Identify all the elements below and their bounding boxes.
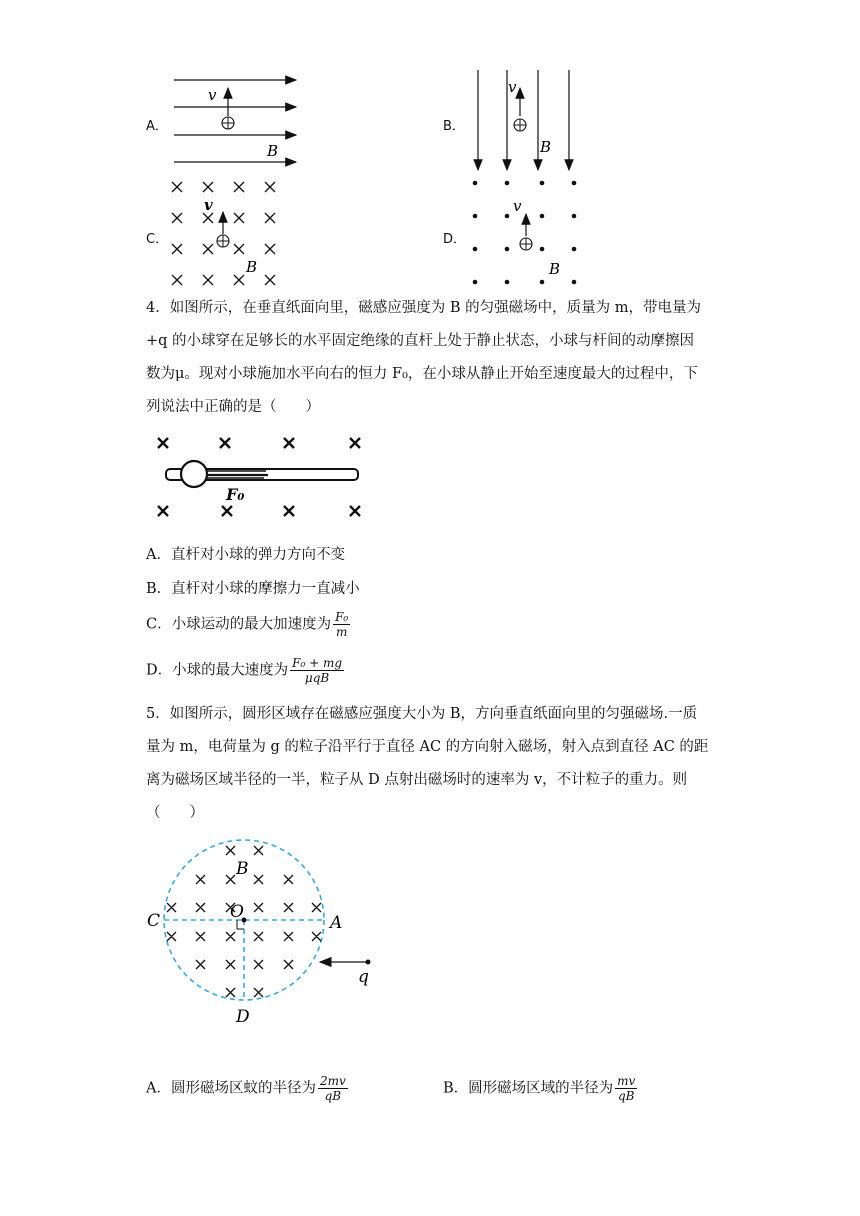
svg-text:B: B (540, 138, 552, 156)
q4-option-d-fraction: $\frac{\text{F₀ + mg}}{\text{μqB}}$ (292, 656, 343, 685)
q5-option-b-fraction: $\frac{mv}{qB}$ (617, 1074, 636, 1103)
q3-a-b-label: B (267, 142, 279, 160)
q5-option-a: A．圆形磁场区蚊的半径为 $\frac{2mv}{qB}$ (146, 1074, 346, 1103)
q4-option-d: D．小球的最大速度为 $\frac{\text{F₀ + mg}}{\text{μqB}}$ (146, 656, 343, 685)
q5-figure-circle (144, 836, 384, 1032)
svg-text:v: v (204, 196, 213, 214)
q3-option-a-label: A． (146, 119, 168, 134)
svg-text:B: B (246, 258, 258, 276)
q5-label-q: q (358, 967, 369, 987)
q3-figure-b (468, 68, 583, 175)
q3-figure-c (166, 178, 284, 290)
q4-figure-rod (146, 430, 376, 530)
q4-option-c-fraction: $\frac{\text{F₀}}{m}$ (335, 610, 349, 639)
q4-force-label: F₀ (226, 485, 245, 504)
q5-stem-line-3: 离为磁场区域半径的一半，粒子从 D 点射出磁场时的速率为 v，不计粒子的重力。则 (146, 772, 688, 788)
q3-figure-a (168, 68, 303, 172)
q5-label-a: A (330, 913, 343, 933)
q5-stem-line-2: 量为 m，电荷量为 g 的粒子沿平行于直径 AC 的方向射入磁场，射入点到直径 AC 的距 (146, 739, 709, 755)
q5-stem-line-1: 5．如图所示，圆形区域存在磁感应强度大小为 B，方向垂直纸面向里的匀强磁场.一质 (146, 706, 698, 722)
q3-figure-d (464, 176, 584, 292)
q5-label-d: D (236, 1007, 250, 1027)
q5-option-b: B．圆形磁场区域的半径为 $\frac{mv}{qB}$ (443, 1074, 636, 1103)
q4-stem-line-3: 数为μ。现对小球施加水平向右的恒力 F₀，在小球从静止开始至速度最大的过程中，下 (146, 366, 698, 382)
q5-label-b: B (236, 859, 249, 879)
q4-option-c: C．小球运动的最大加速度为 $\frac{\text{F₀}}{m}$ (146, 610, 349, 639)
q5-label-o: O (230, 902, 244, 922)
q3-option-b-label: B． (443, 119, 465, 134)
q4-stem-line-2: +q 的小球穿在足够长的水平固定绝缘的直杆上处于静止状态，小球与杆间的动摩擦因 (146, 333, 695, 349)
q5-stem-line-4: （ ） (146, 805, 204, 821)
q4-stem-line-4: 列说法中正确的是（ ） (146, 399, 320, 415)
svg-text:B: B (549, 260, 561, 278)
q5-label-c: C (147, 911, 161, 931)
q4-option-b: B．直杆对小球的摩擦力一直减小 (146, 581, 360, 597)
q3-option-d-label: D． (443, 232, 467, 247)
q4-stem-line-1: 4．如图所示，在垂直纸面向里，磁感应强度为 B 的匀强磁场中，质量为 m，带电量为 (146, 300, 701, 316)
q3-option-c-label: C． (146, 232, 169, 247)
q3-a-v-label: v (208, 86, 217, 104)
svg-text:v: v (513, 197, 522, 215)
q5-option-a-fraction: $\frac{2mv}{qB}$ (319, 1074, 346, 1103)
svg-text:v: v (508, 78, 517, 96)
q4-option-a: A．直杆对小球的弹力方向不变 (146, 547, 345, 563)
